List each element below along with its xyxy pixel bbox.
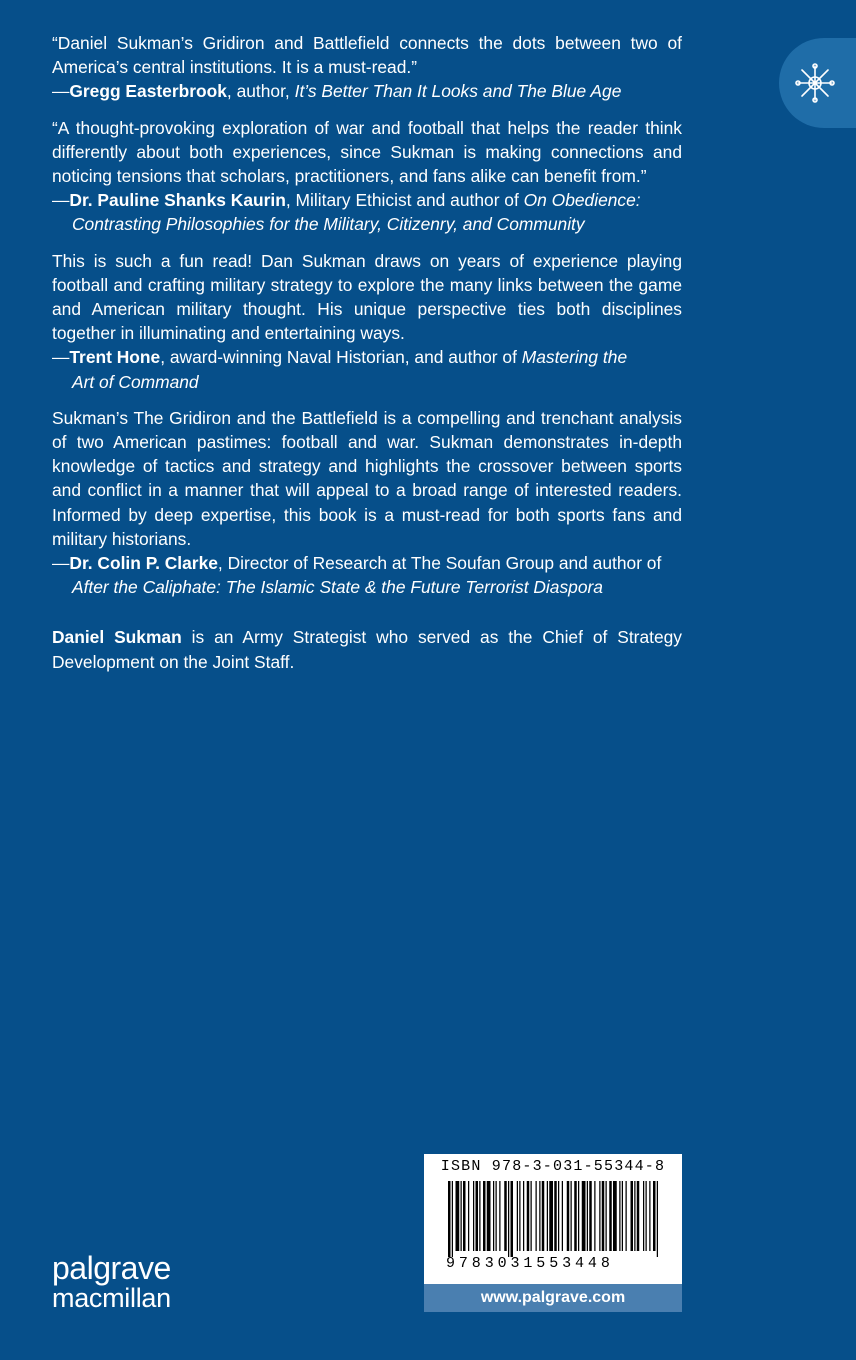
- barcode-bar: [531, 1181, 532, 1251]
- publisher-line2: macmillan: [52, 1283, 171, 1313]
- author-bio: [52, 625, 682, 673]
- barcode-bar: [547, 1181, 548, 1251]
- barcode-bar: [619, 1181, 620, 1251]
- barcode-bar: [594, 1181, 595, 1251]
- endorser-work: It’s Better Than It Looks and The Blue Age: [294, 81, 622, 102]
- barcode-bar: [523, 1181, 524, 1251]
- barcode-bar: [476, 1181, 479, 1251]
- barcode-bar: [542, 1181, 545, 1251]
- barcode-bar: [606, 1181, 607, 1251]
- barcode-bar: [657, 1181, 658, 1257]
- barcode-bar: [562, 1181, 563, 1251]
- barcode-digits: 9783031553448: [446, 1255, 614, 1272]
- barcode-bar: [519, 1181, 520, 1251]
- attribution: —Gregg Easterbrook, author, It’s Better Than It Looks and The Blue Age: [52, 81, 622, 102]
- barcode-bars: [446, 1181, 664, 1257]
- author-name: Daniel Sukman: [52, 627, 182, 648]
- barcode-bar: [554, 1181, 557, 1251]
- barcode-bar: [567, 1181, 570, 1251]
- endorsement-3: [52, 249, 682, 394]
- barcode-bar: [589, 1181, 592, 1251]
- barcode-bar: [558, 1181, 559, 1251]
- publisher-url[interactable]: www.palgrave.com: [424, 1284, 682, 1312]
- barcode-bar: [483, 1181, 486, 1251]
- quote-text: “Daniel Sukman’s Gridiron and Battlefield connects the dots between two of America’s central institutions. It is a must-read.”: [52, 33, 682, 78]
- barcode-bar: [511, 1181, 514, 1257]
- barcode-bar: [634, 1181, 635, 1251]
- palgrave-starburst-icon: [795, 63, 835, 103]
- barcode-bar: [653, 1181, 656, 1251]
- barcode-bar: [461, 1181, 462, 1251]
- barcode-bar: [582, 1181, 586, 1251]
- barcode-bar: [587, 1181, 588, 1251]
- barcode-bar: [499, 1181, 500, 1251]
- barcode-bar: [493, 1181, 494, 1251]
- barcode-bar: [508, 1181, 509, 1257]
- barcode-bar: [539, 1181, 540, 1251]
- barcode-bar: [496, 1181, 497, 1251]
- barcode-bar: [631, 1181, 634, 1251]
- barcode-bar: [602, 1181, 605, 1251]
- barcode-bar: [613, 1181, 617, 1251]
- barcode-bar: [574, 1181, 577, 1251]
- attribution: —Trent Hone, award-winning Naval Historian, and author of Mastering the Art of Command: [52, 345, 682, 393]
- barcode-bar: [626, 1181, 627, 1251]
- isbn-barcode: [424, 1154, 682, 1284]
- barcode-bar: [463, 1181, 466, 1251]
- barcode-bar: [452, 1181, 453, 1257]
- barcode-bar: [479, 1181, 480, 1251]
- endorser-work-cont: Art of Command: [72, 371, 199, 392]
- attribution: —Dr. Colin P. Clarke, Director of Research at The Soufan Group and author of After the Caliphate: The Islamic State & the Future Terrorist Diaspora: [52, 551, 682, 599]
- barcode-bar: [517, 1181, 518, 1251]
- endorsement-2: [52, 116, 682, 237]
- barcode-bar: [448, 1181, 451, 1257]
- endorser-work: Mastering the: [521, 347, 628, 368]
- barcode-bar: [622, 1181, 623, 1251]
- barcode-bar: [571, 1181, 572, 1251]
- barcode-bar: [649, 1181, 650, 1251]
- endorser-work: After the Caliphate: The Islamic State & the Future Terrorist Diaspora: [72, 577, 603, 598]
- author-bio-text: is an Army Strategist who served as the Chief of Strategy Development on the Joint Staff.: [52, 627, 682, 672]
- endorser-name: Gregg Easterbrook: [69, 81, 227, 102]
- barcode-bar: [578, 1181, 579, 1251]
- barcode-bar: [646, 1181, 647, 1251]
- barcode-bar: [504, 1181, 507, 1251]
- endorser-name: Dr. Colin P. Clarke: [69, 553, 218, 574]
- attribution: —Dr. Pauline Shanks Kaurin, Military Ethicist and author of On Obedience: Contrasting Philosophies for the Military, Citizenry, and Community: [52, 188, 682, 236]
- barcode-bar: [609, 1181, 612, 1251]
- barcode-bar: [637, 1181, 640, 1251]
- barcode-bar: [468, 1181, 469, 1251]
- isbn-label: ISBN 978-3-031-55344-8: [440, 1158, 666, 1175]
- endorsement-4: [52, 406, 682, 600]
- barcode-bar: [527, 1181, 530, 1251]
- quote-text: Sukman’s The Gridiron and the Battlefield is a compelling and trenchant analysis of two American pastimes: football and war. Sukman demonstrates in-depth knowledge of tactics and strategy and highlights the crossover between sports and conflict in a manner that will appeal to a broad range of interested readers. Informed by deep expertise, this book is a must-read for both sports fans and military historians.: [52, 407, 682, 549]
- publisher-logo: [52, 1250, 171, 1313]
- barcode-bar: [536, 1181, 537, 1251]
- endorser-work: On Obedience:: [523, 190, 641, 211]
- endorser-work-cont: Contrasting Philosophies for the Military, Citizenry, and Community: [72, 214, 585, 235]
- palgrave-logo-tab: [779, 38, 856, 128]
- endorser-name: Dr. Pauline Shanks Kaurin: [69, 190, 286, 211]
- endorser-name: Trent Hone: [69, 347, 161, 368]
- endorsement-1: [52, 31, 682, 104]
- publisher-line1: palgrave: [52, 1250, 171, 1286]
- back-cover-text: [52, 31, 682, 691]
- quote-text: “A thought-provoking exploration of war and football that helps the reader think differently about both experiences, since Sukman is making connections and noticing tensions that scholars, practitioners, and fans alike can benefit from.”: [52, 117, 682, 187]
- quote-text: This is such a fun read! Dan Sukman draws on years of experience playing football and crafting military strategy to explore the many links between the game and American military thought. His unique perspective ties both disciplines together in illuminating and entertaining ways.: [52, 250, 682, 344]
- barcode-bar: [643, 1181, 644, 1251]
- barcode-bar: [473, 1181, 474, 1251]
- barcode-bar: [487, 1181, 491, 1251]
- barcode-bar: [599, 1181, 600, 1251]
- barcode-bar: [549, 1181, 553, 1251]
- barcode-bar: [456, 1181, 460, 1251]
